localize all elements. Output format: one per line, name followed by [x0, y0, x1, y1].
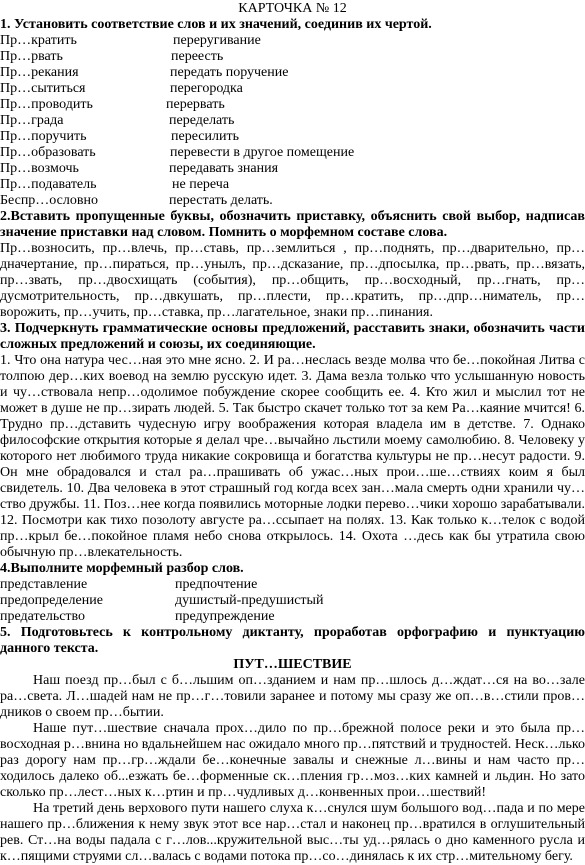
story-paragraph: Наш поезд пр…был с б…льшим оп…зданием и нам пр…шлось д…ждат…ся на во…зале ра…света. Л…шадей нам не пр…г…товили заранее и потому мы сразу же оп…в…стили пров…дников о своем пр…бытии. [0, 673, 585, 720]
task1-matching-list [0, 33, 585, 209]
match-row [0, 161, 585, 177]
match-row [0, 129, 585, 145]
morph-word: предупреждение [175, 609, 275, 624]
match-word: Беспр…ословно [0, 193, 98, 208]
match-meaning: перервать [166, 97, 225, 112]
match-word: Пр…града [0, 113, 64, 128]
match-meaning: перевести в другое помещение [170, 145, 355, 160]
match-meaning: переделать [169, 113, 235, 128]
match-row [0, 33, 585, 49]
match-meaning: пересилить [171, 129, 239, 144]
morph-word: предпочтение [175, 577, 258, 592]
match-meaning: передавать знания [169, 161, 279, 176]
morph-row [0, 609, 585, 625]
task1-heading: 1. Установить соответствие слов и их значений, соединив их чертой. [0, 17, 432, 32]
match-row [0, 113, 585, 129]
match-row [0, 177, 585, 193]
story-paragraph: На третий день верхового пути нашего слуха к…снулся шум большого вод…пада и по мере нашего пр…ближения к нему звук этот все нар…стал и наконец пр…вратился в оглушительный рев. Ст…на воды падала с г…лов...кружительной выс…ты уд…рялась о дно каменного русла и к…пящими струями сл…валась с водами потока пр…со…динялась к их стр…мительному бегу. [0, 801, 585, 864]
story-paragraph: Наше пут…шествие сначала прох…дило по пр…брежной полосе реки и это была пр…восходная р…внина но вдальнейшем нас ожидало много пр…пятствий и трудностей. Неск…лько раз дорогу нам пр…гр…ждали бе…конечные завалы и снежные л…вины и нам часто пр…ходилось далеко об...езжать бе…форменные ск…пления гр…моз…ких камней и льдин. Но зато сколько пр…лест…ных к…ртин и пр…чудливых д…конвенных прои…шествий! [0, 721, 585, 800]
task2-word-list: Пр…возносить, пр…влечь, пр…ставь, пр…землиться , пр…поднять, пр…дварительно, пр…дначертание, пр…пираться, пр…унылъ, пр…дсказание, пр…дпосылка, пр…рвать, пр…вязать, пр…звать, пр…двосхищать (события), пр…общить, пр…восходный, пр…гнать, пр…дусмотрительность, пр…двкушать, пр…плести, пр…кратить, пр…дпр…ниматель, пр…ворожить, пр…учить, пр…ставка, пр…лагательное, знаки пр…пинания. [0, 241, 585, 320]
match-meaning: переесть [171, 49, 224, 64]
match-word: Пр…рвать [0, 49, 63, 64]
match-row [0, 81, 585, 97]
match-word: Пр…рекания [0, 65, 79, 80]
morph-word: душистый-предушистый [175, 593, 324, 608]
match-word: Пр…кратить [0, 33, 77, 48]
morph-word: предопределение [0, 593, 103, 608]
morph-row [0, 593, 585, 609]
morph-row [0, 577, 585, 593]
story-title: ПУТ…ШЕСТВИЕ [233, 657, 352, 672]
match-meaning: перегородка [170, 81, 243, 96]
morph-word: предательство [0, 609, 86, 624]
match-row [0, 145, 585, 161]
match-word: Пр…подаватель [0, 177, 97, 192]
match-meaning: перестать делать. [169, 193, 273, 208]
task4-heading: 4.Выполните морфемный разбор слов. [0, 561, 244, 576]
match-word: Пр…возмочь [0, 161, 79, 176]
task3-sentences: 1. Что она натура чес…ная это мне ясно. 2. И ра…неслась везде молва что бе…покойная Литва с толпою дер…ких воевод на землю русскую идет. 3. Дама везла только что услышанную новость и чу…ствовала непр…одолимое побуждение скорее сообщить ее. 4. Кто жил и мыслил тот не может в душе не пр…зирать людей. 5. Так быстро скачет только тот за кем Ра…каяние мчится! 6. Трудно пр…дставить чудесную игру воображения которая владела им в детстве. 7. Однако философские открытия которые я делал чре…вычайно льстили моему самолюбию. 8. Человеку у которого нет любимого труда никакие сокровища и богатства культуры не пр…несут радости. 9. Он мне обрадовался и стал ра…прашивать об ужас…ных прои…ше…ствиях коим я был свидетель. 10. Два человека в этот страшный год когда всех зан…мала смерть одни хранили чу…ство дружбы. 11. Поз…нее когда появились моторные лодки перево…чики хорошо зарабатывали. 12. Посмотри как тихо позолоту августе ра…ссыпает на полях. 13. Как только к…телок с водой пр…крыл бе…покойное пламя небо снова открылось. 14. Охота …десь как бы утратила свою обычную пр…влекательность. [0, 353, 585, 560]
task3-heading: 3. Подчеркнуть грамматические основы предложений, расставить знаки, обозначить части сложных предложений и союзы, их соединяющие. [0, 321, 585, 352]
card-title: КАРТОЧКА № 12 [238, 1, 347, 16]
match-word: Пр…проводить [0, 97, 93, 112]
task2-heading: 2.Вставить пропущенные буквы, обозначить приставку, объяснить свой выбор, надписав значение приставки над словом. Помнить о морфемном составе слова. [0, 209, 585, 240]
match-meaning: не переча [172, 177, 230, 192]
match-row [0, 49, 585, 65]
match-row [0, 193, 585, 209]
match-row [0, 65, 585, 81]
match-word: Пр…образовать [0, 145, 96, 160]
task4-word-list [0, 577, 585, 625]
match-word: Пр…сытиться [0, 81, 86, 96]
morph-word: представление [0, 577, 88, 592]
match-meaning: переругивание [173, 33, 261, 48]
match-word: Пр…поручить [0, 129, 87, 144]
match-meaning: передать поручение [170, 65, 289, 80]
match-row [0, 97, 585, 113]
task5-heading: 5. Подготовьтесь к контрольному диктанту, проработав орфографию и пунктуацию данного текста. [0, 625, 585, 656]
